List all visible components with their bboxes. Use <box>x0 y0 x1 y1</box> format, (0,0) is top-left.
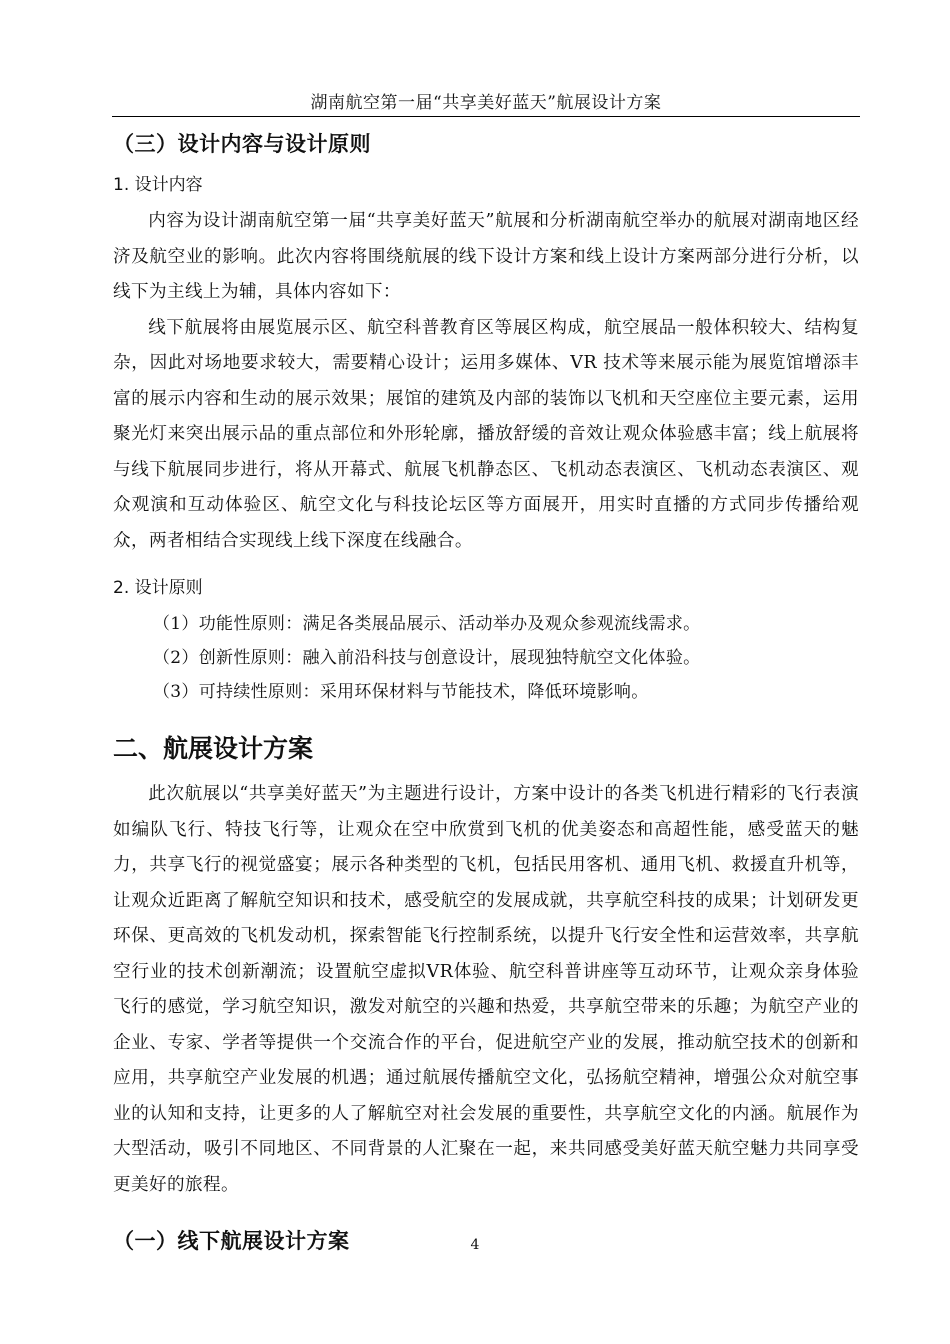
paragraph-design-content-intro: 内容为设计湖南航空第一届“共享美好蓝天”航展和分析湖南航空举办的航展对湖南地区经济及航空业的影响。此次内容将围绕航展的线下设计方案和线上设计方案两部分进行分析，以线下为主线上为辅，具体内容如下： <box>113 211 859 302</box>
page-content <box>113 124 859 1261</box>
running-header: 湖南航空第一届“共享美好蓝天”航展设计方案 <box>310 93 662 113</box>
section-heading-design-content-principles: （三）设计内容与设计原则 <box>113 132 371 156</box>
subheading-design-content: 1. 设计内容 <box>113 175 203 195</box>
subheading-design-principles: 2. 设计原则 <box>113 578 203 598</box>
principle-functional: （1）功能性原则：满足各类展品展示、活动举办及观众参观流线需求。 <box>153 614 701 634</box>
page-number: 4 <box>470 1237 480 1253</box>
section-heading-offline-exhibition: （一）线下航展设计方案 <box>113 1229 350 1253</box>
principle-sustainable: （3）可持续性原则：采用环保材料与节能技术，降低环境影响。 <box>153 682 649 702</box>
header-rule <box>112 116 860 117</box>
paragraph-offline-online-exhibition: 线下航展将由展览展示区、航空科普教育区等展区构成，航空展品一般体积较大、结构复杂，因此对场地要求较大，需要精心设计；运用多媒体、VR 技术等来展示能为展览馆增添丰富的展示内容和生动的展示效果；展馆的建筑及内部的装饰以飞机和天空座位主要元素，运用聚光灯来突出展示品的重点部位和外形轮廓，播放舒缓的音效让观众体验感丰富；线上航展将与线下航展同步进行，将从开幕式、航展飞机静态区、飞机动态表演区、飞机动态表演区、观众观演和互动体验区、航空文化与科技论坛区等方面展开，用实时直播的方式同步传播给观众，两者相结合实现线上线下深度在线融合。 <box>113 317 859 551</box>
paragraph-exhibition-theme: 此次航展以“共享美好蓝天”为主题进行设计，方案中设计的各类飞机进行精彩的飞行表演如编队飞行、特技飞行等，让观众在空中欣赏到飞机的优美姿态和高超性能，感受蓝天的魅力，共享飞行的视觉盛宴；展示各种类型的飞机，包括民用客机、通用飞机、救援直升机等，让观众近距离了解航空知识和技术，感受航空的发展成就，共享航空科技的成果；计划研发更环保、更高效的飞机发动机，探索智能飞行控制系统，以提升飞行安全性和运营效率，共享航空行业的技术创新潮流；设置航空虚拟VR体验、航空科普讲座等互动环节，让观众亲身体验飞行的感觉，学习航空知识，激发对航空的兴趣和热爱，共享航空带来的乐趣；为航空产业的企业、专家、学者等提供一个交流合作的平台，促进航空产业的发展，推动航空技术的创新和应用，共享航空产业发展的机遇；通过航展传播航空文化，弘扬航空精神，增强公众对航空事业的认知和支持，让更多的人了解航空对社会发展的重要性，共享航空文化的内涵。航展作为大型活动，吸引不同地区、不同背景的人汇聚在一起，来共同感受美好蓝天航空魅力共同享受更美好的旅程。 <box>113 784 859 1195</box>
chapter-heading-exhibition-design: 二、航展设计方案 <box>113 734 314 763</box>
principle-innovative: （2）创新性原则：融入前沿科技与创意设计，展现独特航空文化体验。 <box>153 648 701 668</box>
